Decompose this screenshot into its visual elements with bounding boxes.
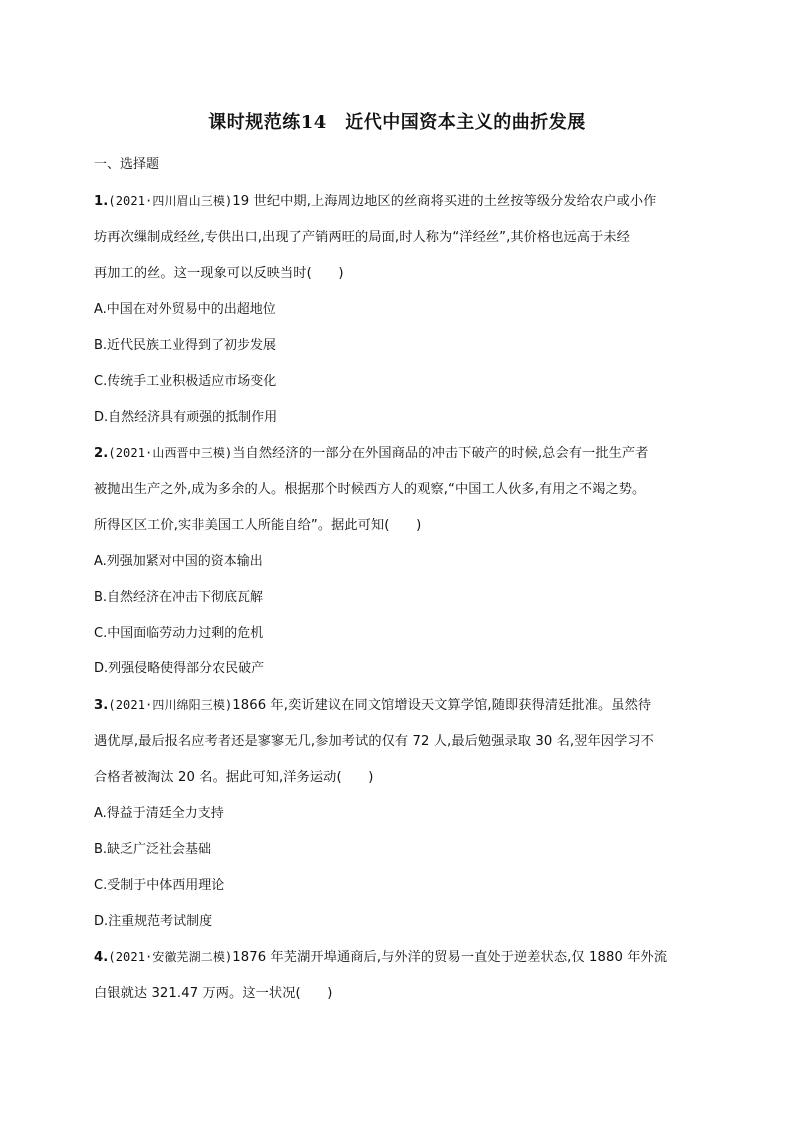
question-2-line-3: 所得区区工价,实非美国工人所能自给”。据此可知( ) (94, 518, 422, 533)
question-text: 1876 年芜湖开埠通商后,与外洋的贸易一直处于逆差状态,仅 1880 年外流 (232, 950, 668, 965)
question-3-option-c: C.受制于中体西用理论 (94, 878, 225, 893)
question-3-option-b: B.缺乏广泛社会基础 (94, 842, 212, 857)
question-2-option-a: A.列强加紧对中国的资本输出 (94, 554, 263, 569)
question-1-line-3: 再加工的丝。这一现象可以反映当时( ) (94, 266, 344, 281)
question-source: (2021·四川绵阳三模) (108, 698, 233, 712)
question-1-option-b: B.近代民族工业得到了初步发展 (94, 338, 277, 353)
question-1-option-a: A.中国在对外贸易中的出超地位 (94, 302, 276, 317)
question-1-option-c: C.传统手工业积极适应市场变化 (94, 374, 277, 389)
question-number: 1. (94, 194, 109, 209)
question-1-option-d: D.自然经济具有顽强的抵制作用 (94, 410, 278, 425)
question-2-option-d: D.列强侵略使得部分农民破产 (94, 661, 265, 676)
question-source: (2021·安徽芜湖二模) (108, 950, 233, 964)
question-text: 19 世纪中期,上海周边地区的丝商将买进的土丝按等级分发给农户或小作 (232, 194, 657, 209)
question-3-option-a: A.得益于清廷全力支持 (94, 806, 224, 821)
question-2-line-2: 被抛出生产之外,成为多余的人。根据那个时候西方人的观察,“中国工人伙多,有用之不竭之势。 (94, 482, 646, 497)
question-number: 4. (94, 950, 109, 965)
question-2-option-c: C.中国面临劳动力过剩的危机 (94, 626, 264, 641)
section-heading: 一、选择题 (94, 157, 160, 172)
question-3-line-1 (94, 694, 651, 713)
question-source: (2021·山西晋中三模) (108, 446, 233, 460)
question-1-line-2: 坊再次缫制成经丝,专供出口,出现了产销两旺的局面,时人称为“洋经丝”,其价格也远高于未经 (94, 230, 630, 245)
question-number: 3. (94, 698, 109, 713)
page-title: 课时规范练14 近代中国资本主义的曲折发展 (208, 112, 586, 133)
question-2-option-b: B.自然经济在冲击下彻底瓦解 (94, 590, 264, 605)
question-2-line-1 (94, 442, 648, 461)
question-text: 当自然经济的一部分在外国商品的冲击下破产的时候,总会有一批生产者 (232, 446, 649, 461)
question-source: (2021·四川眉山三模) (108, 194, 233, 208)
question-1-line-1 (94, 190, 656, 209)
question-3-line-3: 合格者被淘汰 20 名。据此可知,洋务运动( ) (94, 770, 374, 785)
question-3-option-d: D.注重规范考试制度 (94, 914, 213, 929)
question-text: 1866 年,奕䜣建议在同文馆增设天文算学馆,随即获得清廷批准。虽然待 (232, 698, 652, 713)
question-4-line-1 (94, 946, 667, 965)
question-4-line-2: 白银就达 321.47 万两。这一状况( ) (94, 986, 333, 1001)
question-3-line-2: 遇优厚,最后报名应考者还是寥寥无几,参加考试的仅有 72 人,最后勉强录取 30 名,翌年因学习不 (94, 734, 654, 749)
question-number: 2. (94, 446, 109, 461)
